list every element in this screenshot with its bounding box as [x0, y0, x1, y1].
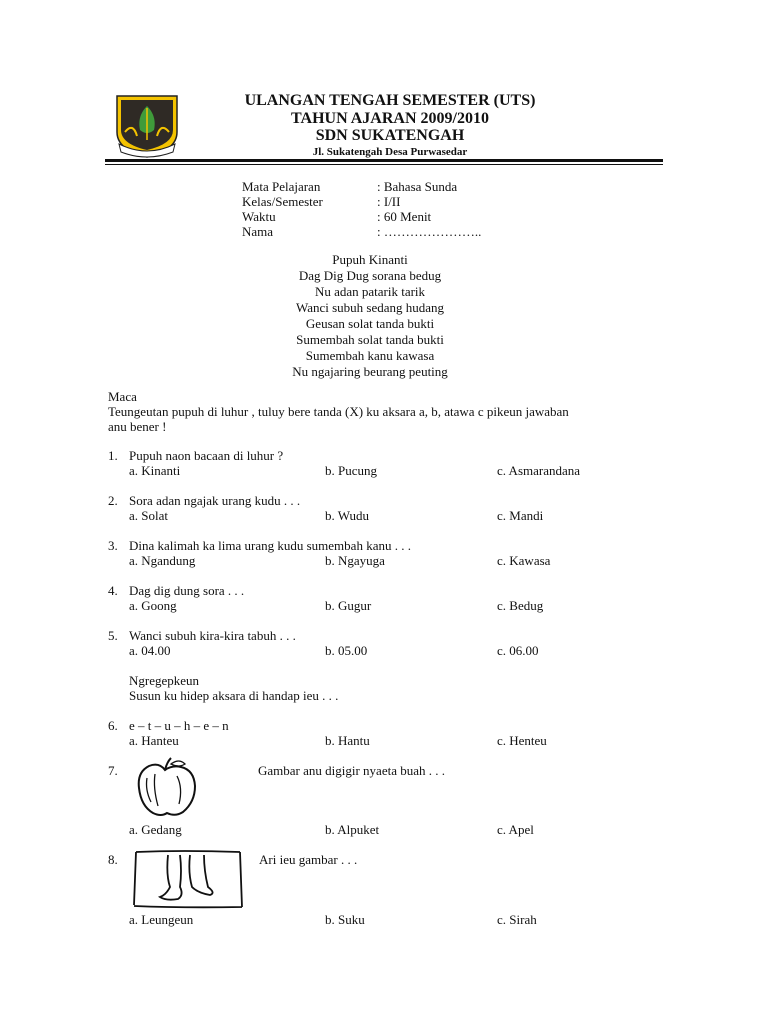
info-value: : Bahasa Sunda [377, 179, 458, 194]
header-school: SDN SUKATENGAH [315, 127, 465, 144]
option-c[interactable]: c. Sirah [497, 912, 537, 927]
question-number: 7. [108, 763, 118, 778]
option-a[interactable]: a. Hanteu [129, 733, 179, 748]
instructions-title: Maca [108, 389, 137, 404]
option-b[interactable]: b. Suku [325, 912, 365, 927]
feet-icon [122, 849, 248, 909]
option-b[interactable]: b. Ngayuga [325, 553, 385, 568]
info-label: Waktu [242, 209, 276, 224]
question-text: Sora adan ngajak urang kudu . . . [129, 493, 301, 508]
question-text: Dag dig dung sora . . . [129, 583, 245, 598]
question-text: Pupuh naon bacaan di luhur ? [129, 448, 284, 463]
header-divider-thick [105, 159, 663, 162]
poem-line: Sumembah solat tanda bukti [296, 332, 444, 347]
header-address: Jl. Sukatengah Desa Purwasedar [312, 146, 468, 158]
option-c[interactable]: c. Apel [497, 822, 534, 837]
school-logo [113, 92, 181, 160]
header-year: TAHUN AJARAN 2009/2010 [291, 110, 489, 127]
option-b[interactable]: b. 05.00 [325, 643, 368, 658]
info-label: Kelas/Semester [242, 194, 323, 209]
option-b[interactable]: b. Wudu [325, 508, 370, 523]
option-a[interactable]: a. Solat [129, 508, 168, 523]
poem-line: Nu ngajaring beurang peuting [292, 364, 448, 379]
question-number: 1. [108, 448, 118, 463]
info-label: Mata Pelajaran [242, 179, 321, 194]
option-a[interactable]: a. 04.00 [129, 643, 171, 658]
option-c[interactable]: c. Bedug [497, 598, 544, 613]
question-number: 2. [108, 493, 118, 508]
question-text: Wanci subuh kira-kira tabuh . . . [129, 628, 296, 643]
poem-line: Geusan solat tanda bukti [305, 316, 435, 331]
info-value: : I/II [377, 194, 401, 209]
question-number: 4. [108, 583, 118, 598]
question-text: Gambar anu digigir nyaeta buah . . . [258, 763, 445, 778]
question-number: 5. [108, 628, 118, 643]
option-c[interactable]: c. 06.00 [497, 643, 539, 658]
option-b[interactable]: b. Pucung [325, 463, 377, 478]
header-divider-thin [105, 164, 663, 165]
option-a[interactable]: a. Goong [129, 598, 177, 613]
option-b[interactable]: b. Alpuket [325, 822, 380, 837]
option-a[interactable]: a. Gedang [129, 822, 182, 837]
option-c[interactable]: c. Mandi [497, 508, 544, 523]
instructions-text: anu bener ! [108, 419, 167, 434]
option-a[interactable]: a. Ngandung [129, 553, 196, 568]
poem-line: Nu adan patarik tarik [314, 284, 426, 299]
poem-title: Pupuh Kinanti [332, 252, 408, 267]
question-text: Ari ieu gambar . . . [259, 852, 358, 867]
question-number: 8. [108, 852, 118, 867]
info-value: : 60 Menit [377, 209, 432, 224]
option-a[interactable]: a. Kinanti [129, 463, 181, 478]
poem [200, 252, 540, 380]
instructions-text: Teungeutan pupuh di luhur , tuluy bere tanda (X) ku aksara a, b, atawa c pikeun jawaban [108, 404, 569, 419]
option-c[interactable]: c. Kawasa [497, 553, 551, 568]
name-field[interactable]: : ………………….. [377, 224, 482, 239]
option-b[interactable]: b. Gugur [325, 598, 372, 613]
question-number: 6. [108, 718, 118, 733]
apple-icon [131, 756, 201, 818]
poem-line: Dag Dig Dug sorana bedug [298, 268, 442, 283]
option-a[interactable]: a. Leungeun [129, 912, 194, 927]
section-instruction: Susun ku hidep aksara di handap ieu . . . [129, 688, 339, 703]
option-b[interactable]: b. Hantu [325, 733, 370, 748]
header-title: ULANGAN TENGAH SEMESTER (UTS) [244, 92, 536, 109]
question-text: e – t – u – h – e – n [129, 718, 229, 733]
poem-line: Sumembah kanu kawasa [305, 348, 435, 363]
info-label: Nama [242, 224, 274, 239]
option-c[interactable]: c. Henteu [497, 733, 547, 748]
poem-line: Wanci subuh sedang hudang [295, 300, 445, 315]
question-number: 3. [108, 538, 118, 553]
section-title: Ngregepkeun [129, 673, 200, 688]
option-c[interactable]: c. Asmarandana [497, 463, 581, 478]
question-text: Dina kalimah ka lima urang kudu sumembah kanu . . . [129, 538, 411, 553]
